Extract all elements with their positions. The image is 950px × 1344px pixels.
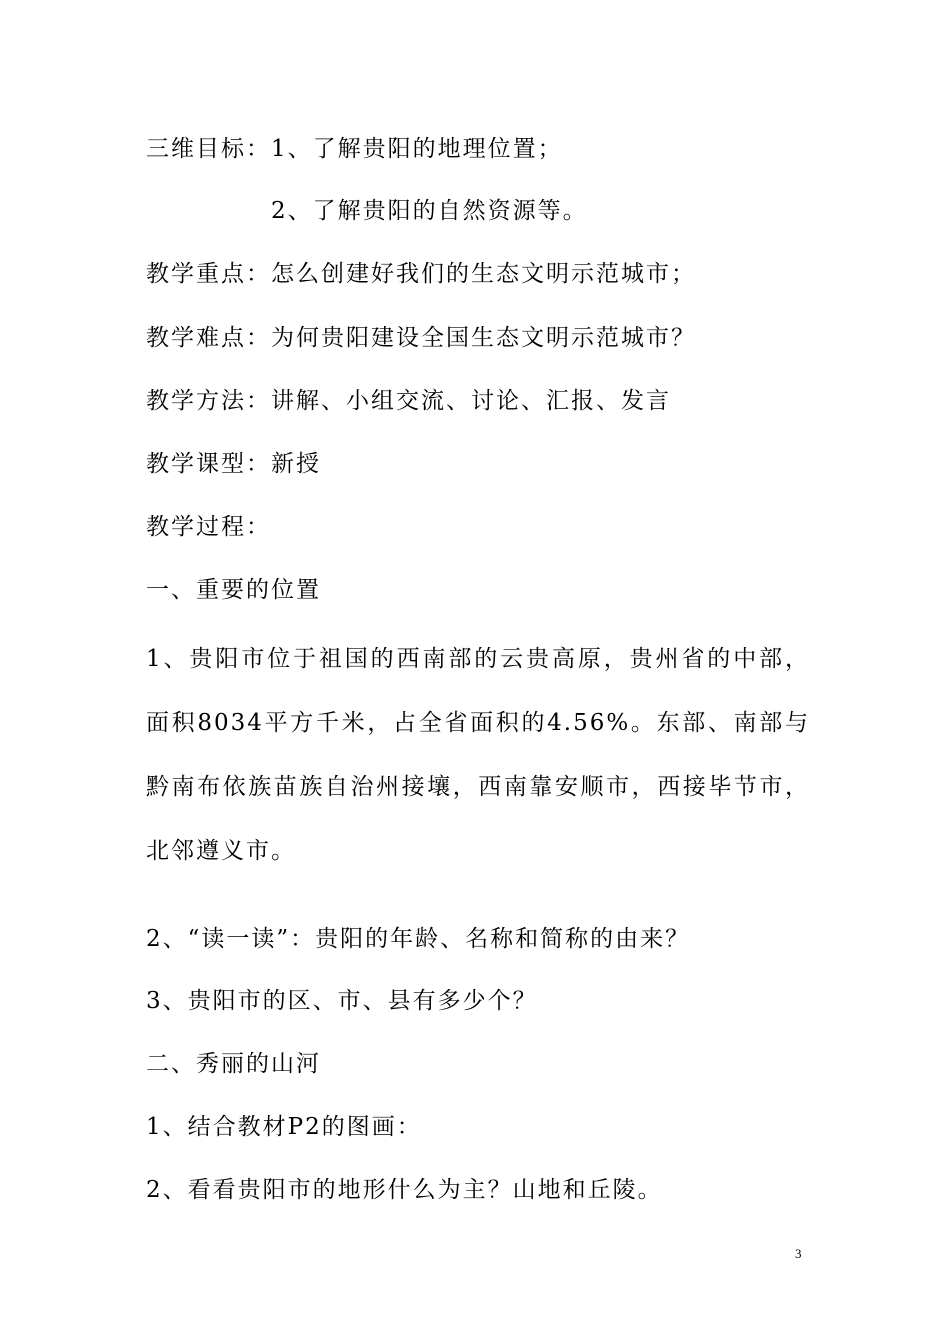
three-dimension-goals-line: 三维目标：1、了解贵阳的地理位置； bbox=[146, 136, 563, 162]
textbook-picture-line: 1、结合教材P2的图画： bbox=[146, 1114, 422, 1140]
page-number: 3 bbox=[795, 1246, 802, 1261]
terrain-line: 2、看看贵阳市的地形什么为主？山地和丘陵。 bbox=[146, 1177, 663, 1203]
teaching-method-line: 教学方法：讲解、小组交流、讨论、汇报、发言 bbox=[146, 388, 671, 414]
location-paragraph: 1、贵阳市位于祖国的西南部的云贵高原，贵州省的中部，面积8034平方千米，占全省面积的4.56%。东部、南部与黔南布依族苗族自治州接壤，西南靠安顺市，西接毕节市，北邻遵义市。 bbox=[146, 646, 810, 864]
goal-two-line: 2、了解贵阳的自然资源等。 bbox=[271, 198, 588, 224]
section-two-heading: 二、秀丽的山河 bbox=[146, 1051, 321, 1077]
lesson-type-line: 教学课型：新授 bbox=[146, 451, 321, 477]
section-one-heading: 一、重要的位置 bbox=[146, 577, 321, 603]
teaching-difficulty-line: 教学难点：为何贵阳建设全国生态文明示范城市？ bbox=[146, 325, 696, 351]
read-item-line: 2、“读一读”：贵阳的年龄、名称和简称的由来？ bbox=[146, 926, 691, 952]
districts-question-line: 3、贵阳市的区、市、县有多少个？ bbox=[146, 988, 538, 1014]
teaching-process-heading: 教学过程： bbox=[146, 514, 271, 540]
teaching-focus-line: 教学重点：怎么创建好我们的生态文明示范城市； bbox=[146, 261, 696, 287]
